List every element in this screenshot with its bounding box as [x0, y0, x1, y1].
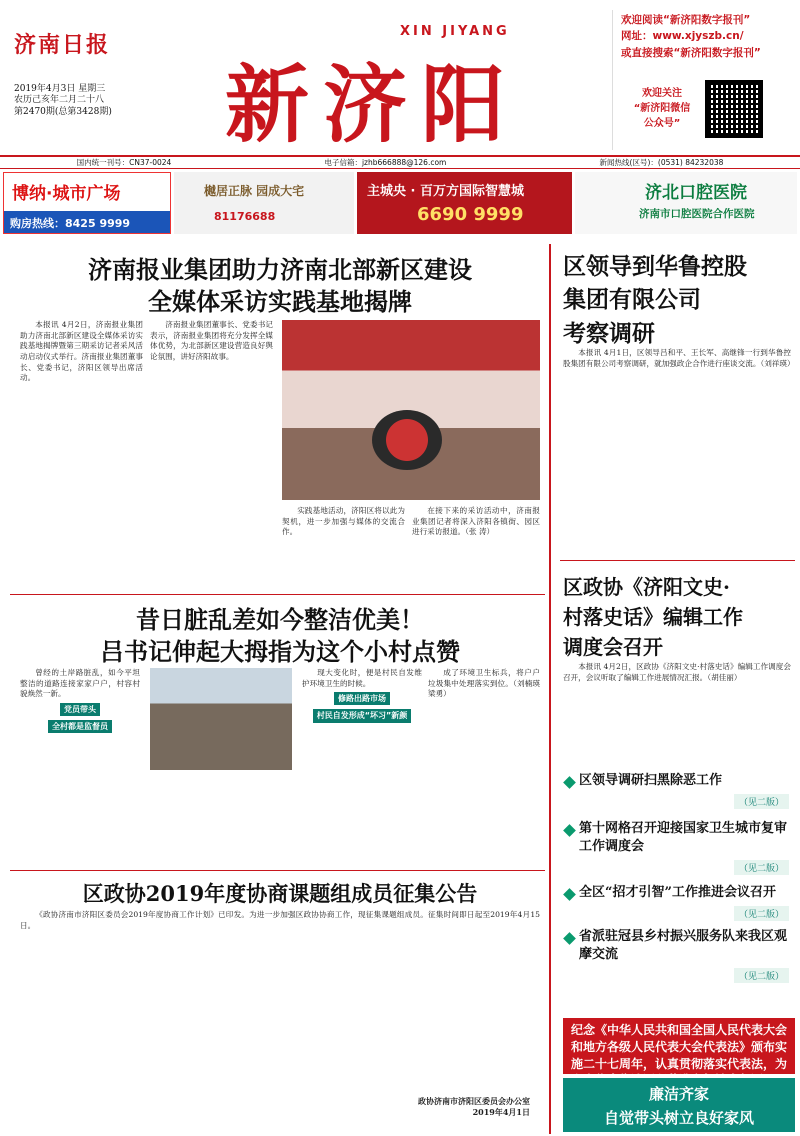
subhead: 村民自发形成“坏习”新颜 [313, 709, 412, 722]
paragraph: 实践基地活动，济阳区将以此为契机，进一步加强与媒体的交流合作。 [282, 506, 405, 537]
article-1-body [20, 320, 540, 585]
section-divider [560, 560, 795, 561]
index-page: （见二版） [734, 860, 789, 875]
ad-phone: 6690 9999 [417, 204, 524, 225]
index-title: 全区“招才引智”工作推进会议召开 [563, 884, 795, 902]
ad-subtitle: 济南市口腔医院合作医院 [639, 208, 755, 220]
article-2-headline[interactable] [20, 604, 540, 669]
article-1-photo[interactable] [282, 320, 540, 500]
headline-line: 村落史话》编辑工作 [563, 605, 743, 629]
ad-dental[interactable] [575, 172, 797, 234]
wechat-line: “新济阳微信 [633, 103, 691, 114]
article-2-column [20, 668, 140, 735]
article-2-photo[interactable] [150, 668, 292, 770]
banner-line: 自觉带头树立良好家风 [603, 1109, 754, 1127]
index-page: （见二版） [734, 794, 789, 809]
headline-line: 考察调研 [563, 319, 655, 347]
email: 电子信箱：jzhb666888@126.com [324, 158, 447, 167]
news-hotline: 新闻热线(区号)：(0531) 84232038 [599, 158, 724, 167]
banner-clean-family [563, 1078, 795, 1132]
section-divider [10, 870, 545, 871]
ad-strip [0, 172, 800, 236]
brand-logo-small: 济南日报 [14, 32, 111, 58]
lunar-date: 农历己亥年二月二十八 [14, 95, 105, 106]
right-article-2-headline[interactable] [563, 572, 791, 662]
index-title: 省派驻冠县乡村振兴服务队来我区观摩交流 [563, 928, 795, 964]
paragraph: 本报讯 4月2日，济南报业集团助力济南北部新区建设全媒体采访实践基地揭牌暨第三期采访记者采风活动启动仪式举行。济南报业集团董事长、党委书记，济阳区领导出席活动。 [20, 320, 143, 383]
headline-line: 调度会召开 [563, 635, 663, 659]
ceremony-globe-icon [372, 410, 442, 470]
ad-title: 济北口腔医院 [645, 183, 747, 203]
headline-line: 集团有限公司 [563, 286, 701, 314]
promo-line: 或直接搜索“新济阳数字报刊” [621, 46, 761, 59]
paragraph: 曾经的土岸路脏乱，如今平坦整洁的道路连接家家户户，村容村貌焕然一新。 [20, 668, 140, 699]
ad-bona[interactable] [3, 172, 171, 234]
cn-number: 国内统一刊号：CN37-0024 [76, 158, 172, 167]
paragraph: 现大变化时，便是村民自发维护环境卫生的时候。 [302, 668, 422, 688]
ad-smart-city[interactable] [357, 172, 572, 234]
right-article-1-body [563, 348, 795, 370]
article-2-column [302, 668, 422, 725]
article-1-column [150, 320, 273, 364]
article-1-column [282, 506, 405, 539]
paragraph: 《政协济南市济阳区委员会2019年度协商工作计划》已印发。为进一步加强区政协协商工作，现征集课题组成员。征集时间即日起至2019年4月15日。 [20, 910, 540, 930]
paragraph: 济南报业集团董事长、党委书记表示，济南报业集团将充分发挥全媒体优势，为北部新区建设营造良好舆论氛围，讲好济阳故事。 [150, 320, 273, 361]
index-title: 第十网格召开迎接国家卫生城市复审工作调度会 [563, 820, 795, 856]
section-divider [10, 594, 545, 595]
subhead: 修路出路市场 [334, 692, 390, 705]
paragraph: 成了环境卫生标兵，将户户垃圾集中处理落实到位。（刘楠瑛 梁勇） [428, 668, 540, 699]
index-box [563, 760, 795, 1030]
issue-number: 第2470期(总第3428期) [14, 106, 112, 117]
notice-signature [418, 1096, 530, 1118]
index-item[interactable] [563, 928, 795, 982]
promo-line: 欢迎阅读“新济阳数字报刊” [621, 14, 751, 26]
index-item[interactable] [563, 772, 795, 808]
digital-promo-text [621, 12, 797, 61]
wechat-line: 公众号” [643, 118, 681, 129]
masthead-title: 新济阳 [225, 55, 520, 154]
article-2-column [428, 668, 540, 701]
headline-line: 区政协《济阳文史· [563, 575, 730, 599]
ad-title: 博纳·城市广场 [12, 184, 121, 204]
article-1-headline[interactable] [20, 254, 540, 319]
headline-line: 全媒体采访实践基地揭牌 [148, 287, 412, 317]
signature-org: 政协济南市济阳区委员会办公室 [418, 1095, 530, 1106]
article-2-body [20, 668, 540, 868]
index-item[interactable] [563, 884, 795, 920]
index-item[interactable] [563, 820, 795, 874]
subhead: 全村都是监督员 [48, 720, 112, 733]
masthead-pinyin: XIN JIYANG [400, 24, 510, 39]
qr-code-icon[interactable] [705, 80, 763, 138]
right-article-1-headline[interactable] [563, 250, 791, 350]
issue-date: 2019年4月3日 星期三 [14, 84, 106, 94]
date-block [14, 84, 144, 118]
info-bar [0, 155, 800, 169]
signature-date: 2019年4月1日 [472, 1106, 530, 1117]
ad-phone: 81176688 [214, 210, 276, 223]
headline-line: 区领导到华鲁控股 [563, 253, 747, 280]
wechat-promo-text [621, 86, 703, 131]
masthead [0, 0, 800, 152]
banner-npc-law: 纪念《中华人民共和国全国人民代表大会和地方各级人民代表大会代表法》颁布实施二十七周年，认真贯彻落实代表法，为 [563, 1018, 795, 1074]
headline-line: 济南报业集团助力济南北部新区建设 [88, 255, 472, 284]
index-page: （见二版） [734, 968, 789, 983]
article-3-headline[interactable]: 区政协2019年度协商课题组成员征集公告 [82, 881, 478, 906]
banner-line: 廉洁齐家 [648, 1085, 709, 1103]
article-3-body [20, 910, 540, 1130]
paragraph: 本报讯 4月1日，区领导吕和平、王长军、高继锋一行到华鲁控股集团有限公司考察调研，就加强政企合作进行座谈交流。（刘祥瑛） [563, 348, 795, 368]
paragraph: 本报讯 4月2日，区政协《济阳文史·村落史话》编辑工作调度会召开，会议听取了编辑工作进展情况汇报。（胡佳丽） [563, 662, 791, 682]
ad-phone: 购房热线：8425 9999 [4, 211, 170, 233]
article-1-column [20, 320, 143, 385]
subhead: 党员带头 [60, 703, 100, 716]
headline-line: 吕书记伸起大拇指为这个小村点赞 [100, 637, 460, 667]
paragraph: 在接下来的采访活动中，济南报业集团记者将深入济阳各镇街、园区进行采访报道。（张 涛） [412, 506, 540, 537]
column-divider [549, 244, 551, 1134]
promo-line[interactable]: 网址：www.xjyszb.cn/ [621, 30, 744, 43]
ad-title: 樾居正脉 园成大宅 [204, 184, 305, 198]
article-1-column [412, 506, 540, 539]
index-page: （见二版） [734, 906, 789, 921]
ad-title: 主城央 · 百万方国际智慧城 [367, 184, 524, 199]
wechat-line: 欢迎关注 [642, 88, 682, 99]
index-title: 区领导调研扫黑除恶工作 [563, 772, 795, 790]
headline-line: 昔日脏乱差如今整洁优美！ [136, 605, 424, 634]
ad-yueju[interactable] [174, 172, 354, 234]
right-article-2-body [563, 662, 791, 684]
digital-promo [612, 10, 796, 150]
